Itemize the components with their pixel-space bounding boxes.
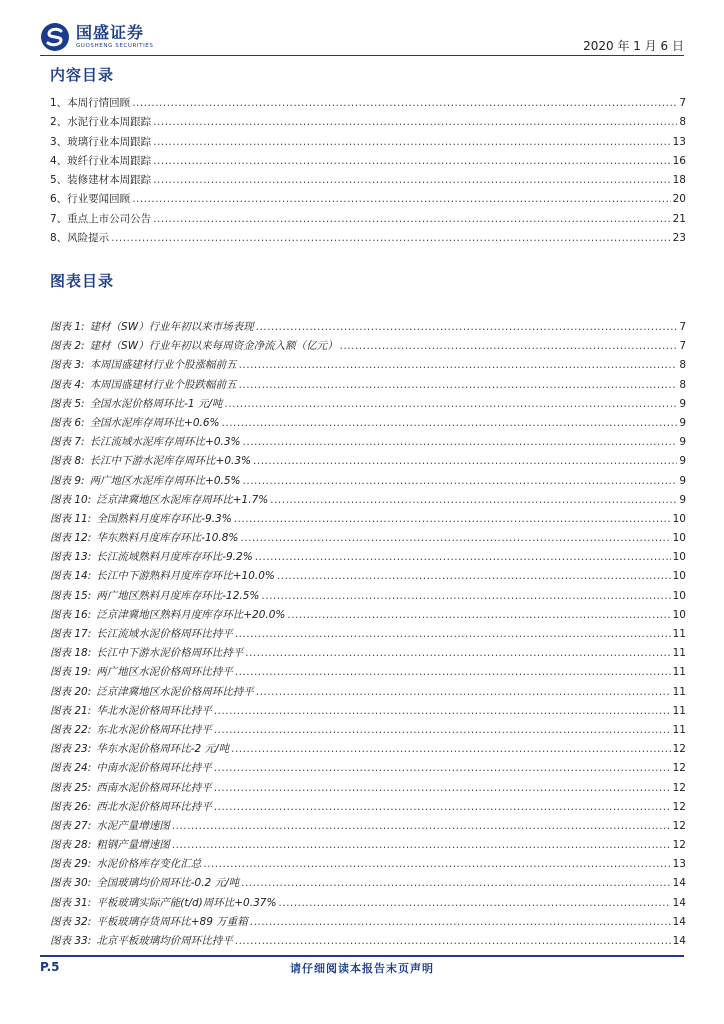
- disclaimer-note: 请仔细阅读本报告末页声明: [290, 962, 434, 975]
- dot-leader: [214, 702, 671, 721]
- figure-entry[interactable]: [50, 587, 686, 606]
- dot-leader: [172, 817, 671, 836]
- entry-label: 水泥产量增速图: [96, 819, 170, 832]
- dot-leader: [340, 337, 678, 356]
- entry-label: 全国熟料月度库存环比-9.3%: [96, 512, 232, 525]
- dot-leader: [287, 606, 670, 625]
- toc-entry[interactable]: [50, 171, 686, 190]
- entry-page-number: 16: [672, 154, 686, 167]
- entry-page-number: 11: [672, 704, 686, 717]
- entry-page-number: 10: [672, 551, 686, 564]
- dot-leader: [222, 414, 678, 433]
- entry-page-number: 13: [672, 858, 686, 871]
- dot-leader: [153, 171, 670, 190]
- entry-label: 全国水泥库存周环比+0.6%: [89, 416, 220, 429]
- dot-leader: [235, 932, 671, 951]
- entry-page-number: 9: [679, 455, 686, 468]
- entry-page-number: 23: [672, 232, 686, 245]
- dot-leader: [214, 798, 671, 817]
- figure-number: 图表 15:: [50, 589, 92, 602]
- figure-number: 图表 31:: [50, 896, 92, 909]
- entry-page-number: 11: [672, 666, 686, 679]
- entry-label: 华北水泥价格周环比持平: [96, 704, 212, 717]
- dot-leader: [153, 210, 670, 229]
- figure-entry[interactable]: [50, 702, 686, 721]
- entry-label: 粗钢产量增速图: [96, 839, 170, 852]
- figure-entry[interactable]: [50, 491, 686, 510]
- figure-number: 图表 33:: [50, 935, 92, 947]
- figure-list-title: 图表目录: [50, 272, 115, 290]
- figure-number: 图表 28:: [50, 839, 92, 852]
- figure-entry[interactable]: [50, 318, 686, 337]
- entry-label: 华东熟料月度库存环比-10.8%: [96, 532, 239, 545]
- dot-leader: [172, 836, 671, 855]
- entry-label: 长江流域水泥库存周环比+0.3%: [89, 436, 241, 449]
- dot-leader: [255, 548, 671, 567]
- figure-number: 图表 32:: [50, 915, 92, 928]
- dot-leader: [214, 779, 671, 798]
- figure-number: 图表 4:: [50, 378, 85, 391]
- figure-number: 图表 29:: [50, 858, 92, 871]
- entry-page-number: 13: [672, 135, 686, 148]
- figure-number: 图表 18:: [50, 647, 92, 660]
- dot-leader: [256, 683, 671, 702]
- entry-page-number: 7: [679, 321, 686, 333]
- entry-page-number: 20: [672, 193, 686, 206]
- figure-entry[interactable]: [50, 779, 686, 798]
- dot-leader: [231, 740, 671, 759]
- entry-label: 平板玻璃存货周环比+89 万重箱: [96, 915, 248, 928]
- dot-leader: [243, 472, 678, 491]
- entry-label: 建材（SW）行业年初以来市场表现: [89, 321, 254, 333]
- report-date: 2020 年 1 月 6 日: [583, 39, 684, 53]
- entry-page-number: 12: [672, 839, 686, 852]
- entry-page-number: 9: [679, 474, 686, 487]
- dot-leader: [278, 894, 670, 913]
- company-logo: [40, 22, 153, 52]
- entry-page-number: 9: [679, 436, 686, 449]
- entry-label: 水泥价格库存变化汇总: [96, 858, 202, 871]
- figure-entry[interactable]: [50, 663, 686, 682]
- entry-page-number: 18: [672, 174, 686, 187]
- dot-leader: [153, 133, 670, 152]
- dot-leader: [261, 587, 670, 606]
- entry-label: 长江中下游熟料月度库存环比+10.0%: [96, 570, 275, 583]
- figure-number: 图表 12:: [50, 532, 92, 545]
- figure-number: 图表 1:: [50, 321, 85, 333]
- dot-leader: [241, 874, 671, 893]
- toc-list: [50, 94, 686, 248]
- entry-page-number: 8: [679, 378, 686, 391]
- entry-page-number: 21: [672, 212, 686, 225]
- entry-page-number: 14: [672, 877, 686, 890]
- entry-label: 平板玻璃实际产能(t/d)周环比+0.37%: [96, 896, 277, 909]
- entry-label: 长江中下游水泥价格周环比持平: [96, 647, 244, 660]
- entry-label: 5、装修建材本周跟踪: [50, 174, 152, 187]
- dot-leader: [250, 913, 671, 932]
- dot-leader: [235, 663, 671, 682]
- entry-label: 3、玻璃行业本周跟踪: [50, 135, 152, 148]
- entry-page-number: 11: [672, 628, 686, 640]
- page-number: P.5: [40, 960, 60, 974]
- figure-entry[interactable]: [50, 836, 686, 855]
- figure-entry[interactable]: [50, 721, 686, 740]
- figure-entry[interactable]: [50, 433, 686, 452]
- entry-page-number: 10: [672, 570, 686, 583]
- entry-label: 东北水泥价格周环比持平: [96, 723, 212, 736]
- entry-label: 中南水泥价格周环比持平: [96, 762, 212, 775]
- logo-name-cn: 国盛证券: [76, 23, 145, 42]
- figure-number: 图表 24:: [50, 762, 92, 775]
- toc-entry[interactable]: [50, 152, 686, 171]
- entry-page-number: 10: [672, 608, 686, 621]
- entry-label: 两广地区水泥价格周环比持平: [96, 666, 233, 679]
- figure-list: [50, 318, 686, 951]
- figure-entry[interactable]: [50, 356, 686, 375]
- dot-leader: [153, 152, 670, 171]
- entry-label: 长江流域熟料月度库存环比-9.2%: [96, 551, 253, 564]
- figure-number: 图表 3:: [50, 359, 85, 372]
- entry-label: 1、本周行情回顾: [50, 97, 131, 109]
- dot-leader: [153, 113, 677, 132]
- entry-label: 北京平板玻璃均价周环比持平: [96, 935, 233, 947]
- entry-page-number: 12: [672, 781, 686, 794]
- figure-entry[interactable]: [50, 510, 686, 529]
- figure-entry[interactable]: [50, 414, 686, 433]
- dot-leader: [253, 452, 677, 471]
- figure-entry[interactable]: [50, 683, 686, 702]
- entry-page-number: 11: [672, 723, 686, 736]
- figure-number: 图表 17:: [50, 628, 92, 640]
- entry-label: 两广地区熟料月度库存环比-12.5%: [96, 589, 260, 602]
- entry-label: 泛京津冀地区熟料月度库存环比+20.0%: [96, 608, 286, 621]
- figure-number: 图表 11:: [50, 512, 92, 525]
- entry-label: 2、水泥行业本周跟踪: [50, 116, 152, 129]
- entry-page-number: 7: [679, 97, 686, 109]
- toc-entry[interactable]: [50, 94, 686, 113]
- figure-entry[interactable]: [50, 395, 686, 414]
- figure-entry[interactable]: [50, 644, 686, 663]
- figure-entry[interactable]: [50, 913, 686, 932]
- entry-label: 西南水泥价格周环比持平: [96, 781, 212, 794]
- entry-page-number: 11: [672, 647, 686, 660]
- figure-number: 图表 2:: [50, 340, 85, 353]
- figure-number: 图表 16:: [50, 608, 92, 621]
- entry-label: 华东水泥价格周环比-2 元/吨: [96, 743, 230, 756]
- entry-label: 6、行业要闻回顾: [50, 193, 131, 206]
- dot-leader: [256, 318, 678, 337]
- entry-page-number: 9: [679, 493, 686, 506]
- entry-label: 本周国盛建材行业个股涨幅前五: [89, 359, 237, 372]
- entry-page-number: 8: [679, 116, 686, 129]
- figure-number: 图表 20:: [50, 685, 92, 698]
- entry-label: 西北水泥价格周环比持平: [96, 800, 212, 813]
- figure-entry[interactable]: [50, 567, 686, 586]
- figure-entry[interactable]: [50, 874, 686, 893]
- dot-leader: [243, 433, 678, 452]
- figure-entry[interactable]: [50, 894, 686, 913]
- entry-label: 泛京津冀地区水泥库存周环比+1.7%: [96, 493, 269, 506]
- toc-title: 内容目录: [50, 66, 115, 84]
- figure-entry[interactable]: [50, 817, 686, 836]
- figure-entry[interactable]: [50, 625, 686, 644]
- entry-label: 本周国盛建材行业个股跌幅前五: [89, 378, 237, 391]
- entry-page-number: 14: [672, 915, 686, 928]
- toc-entry[interactable]: [50, 133, 686, 152]
- entry-label: 长江流域水泥价格周环比持平: [96, 628, 233, 640]
- entry-label: 4、玻纤行业本周跟踪: [50, 154, 152, 167]
- toc-entry[interactable]: [50, 210, 686, 229]
- figure-number: 图表 25:: [50, 781, 92, 794]
- figure-number: 图表 30:: [50, 877, 92, 890]
- dot-leader: [132, 190, 670, 209]
- figure-entry[interactable]: [50, 740, 686, 759]
- figure-number: 图表 19:: [50, 666, 92, 679]
- logo-icon: [40, 22, 70, 52]
- figure-entry[interactable]: [50, 376, 686, 395]
- entry-label: 泛京津冀地区水泥价格周环比持平: [96, 685, 254, 698]
- entry-label: 全国水泥价格周环比-1 元/吨: [89, 397, 223, 410]
- figure-entry[interactable]: [50, 452, 686, 471]
- figure-number: 图表 9:: [50, 474, 85, 487]
- figure-number: 图表 6:: [50, 416, 85, 429]
- entry-page-number: 12: [672, 819, 686, 832]
- figure-entry[interactable]: [50, 529, 686, 548]
- figure-entry[interactable]: [50, 759, 686, 778]
- toc-entry[interactable]: [50, 229, 686, 248]
- figure-number: 图表 22:: [50, 723, 92, 736]
- figure-number: 图表 23:: [50, 743, 92, 756]
- entry-page-number: 8: [679, 359, 686, 372]
- entry-label: 7、重点上市公司公告: [50, 212, 152, 225]
- dot-leader: [239, 356, 678, 375]
- toc-entry[interactable]: [50, 113, 686, 132]
- entry-page-number: 9: [679, 416, 686, 429]
- dot-leader: [270, 491, 677, 510]
- figure-entry[interactable]: [50, 472, 686, 491]
- entry-label: 8、风险提示: [50, 232, 110, 245]
- entry-page-number: 9: [679, 397, 686, 410]
- page-header: [40, 20, 684, 56]
- figure-number: 图表 5:: [50, 397, 85, 410]
- dot-leader: [203, 855, 670, 874]
- entry-label: 全国玻璃均价周环比-0.2 元/吨: [96, 877, 240, 890]
- figure-number: 图表 27:: [50, 819, 92, 832]
- entry-page-number: 10: [672, 589, 686, 602]
- entry-page-number: 11: [672, 685, 686, 698]
- entry-page-number: 12: [672, 800, 686, 813]
- entry-page-number: 12: [672, 743, 686, 756]
- dot-leader: [224, 395, 677, 414]
- figure-number: 图表 26:: [50, 800, 92, 813]
- figure-number: 图表 14:: [50, 570, 92, 583]
- dot-leader: [240, 529, 670, 548]
- figure-entry[interactable]: [50, 337, 686, 356]
- footer-divider: [40, 955, 684, 957]
- entry-page-number: 10: [672, 532, 686, 545]
- figure-number: 图表 7:: [50, 436, 85, 449]
- dot-leader: [234, 510, 671, 529]
- dot-leader: [277, 567, 671, 586]
- figure-entry[interactable]: [50, 548, 686, 567]
- entry-page-number: 14: [672, 896, 686, 909]
- entry-page-number: 10: [672, 512, 686, 525]
- dot-leader: [111, 229, 670, 248]
- entry-page-number: 14: [672, 935, 686, 947]
- logo-name-en: GUOSHENG SECURITIES: [76, 43, 154, 49]
- figure-number: 图表 8:: [50, 455, 85, 468]
- entry-page-number: 7: [679, 340, 686, 353]
- figure-number: 图表 13:: [50, 551, 92, 564]
- dot-leader: [132, 94, 677, 113]
- toc-entry[interactable]: [50, 190, 686, 209]
- figure-entry[interactable]: [50, 798, 686, 817]
- figure-number: 图表 21:: [50, 704, 92, 717]
- entry-page-number: 12: [672, 762, 686, 775]
- entry-label: 两广地区水泥库存周环比+0.5%: [89, 474, 241, 487]
- figure-entry[interactable]: [50, 855, 686, 874]
- dot-leader: [235, 625, 671, 644]
- dot-leader: [214, 759, 671, 778]
- dot-leader: [214, 721, 671, 740]
- figure-number: 图表 10:: [50, 493, 92, 506]
- dot-leader: [245, 644, 670, 663]
- entry-label: 长江中下游水泥库存周环比+0.3%: [89, 455, 252, 468]
- header-divider: [40, 55, 684, 56]
- figure-entry[interactable]: [50, 606, 686, 625]
- entry-label: 建材（SW）行业年初以来每周资金净流入额（亿元）: [89, 340, 338, 353]
- dot-leader: [239, 376, 678, 395]
- figure-entry[interactable]: [50, 932, 686, 951]
